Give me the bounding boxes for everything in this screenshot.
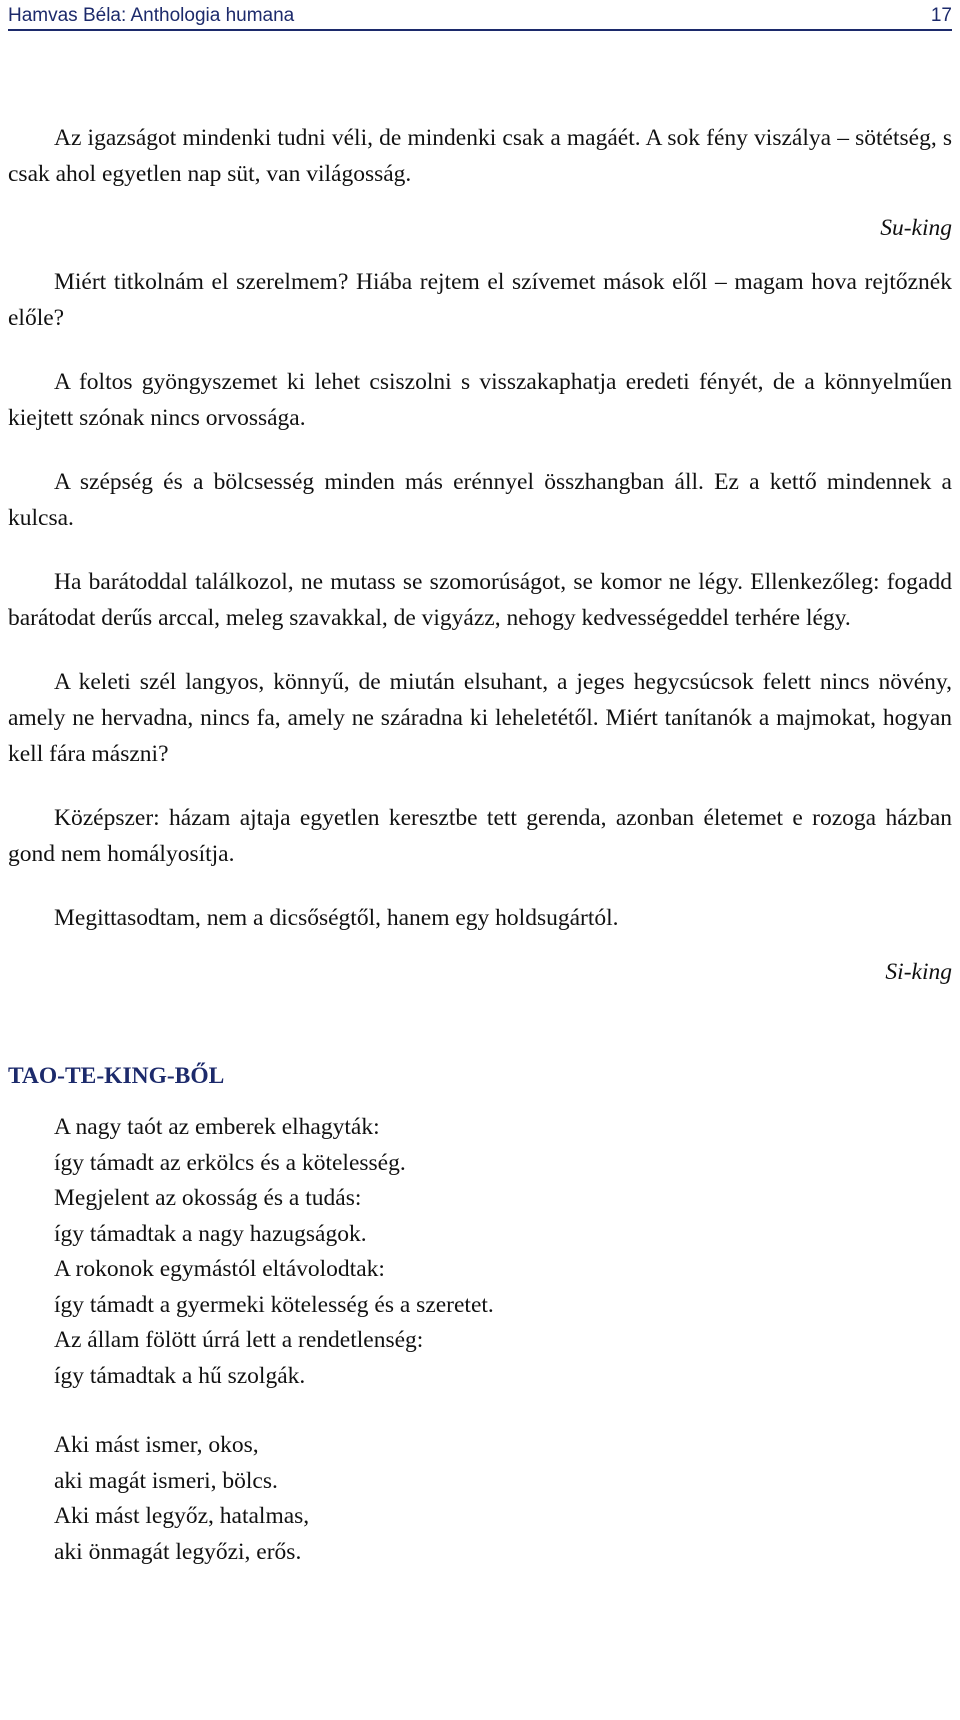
body-paragraph: Ha barátoddal találkozol, ne mutass se szomorúságot, se komor ne légy. Ellenkezőleg: fogadd barátodat derűs arccal, meleg szavakkal, de vigyázz, nehogy kedvességeddel terhére légy. [8, 569, 952, 631]
source-attribution: Si-king [885, 959, 952, 985]
poem-line: A rokonok egymástól eltávolodtak: [54, 1256, 385, 1282]
page-number: 17 [930, 5, 952, 26]
poem-stanza-1 [8, 1110, 952, 1394]
poem-line: Az állam fölött úrrá lett a rendetlenség: [54, 1327, 424, 1353]
poem-stanza-2 [8, 1428, 952, 1570]
poem-line: így támadtak a nagy hazugságok. [54, 1220, 367, 1247]
body-paragraph: Megittasodtam, nem a dicsőségtől, hanem egy holdsugártól. [54, 905, 619, 931]
body-paragraph: Miért titkolnám el szerelmem? Hiába rejtem el szívemet mások elől – magam hova rejtőznék előle? [8, 269, 952, 331]
running-header [8, 2, 952, 31]
book-title: Hamvas Béla: Anthologia humana [8, 5, 295, 26]
body-paragraph: Középszer: házam ajtaja egyetlen keresztbe tett gerenda, azonban életemet e rozoga házban gond nem homályosítja. [8, 805, 952, 867]
poem-line: A nagy taót az emberek elhagyták: [54, 1114, 380, 1140]
poem-line: Megjelent az okosság és a tudás: [54, 1185, 362, 1211]
page-body [8, 120, 952, 1570]
section-heading: TAO-TE-KING-BŐL [8, 1063, 225, 1089]
source-attribution: Su-king [880, 215, 952, 241]
poem-line: így támadt a gyermeki kötelesség és a szeretet. [54, 1291, 494, 1318]
poem-line: aki önmagát legyőzi, erős. [54, 1538, 302, 1565]
poem-line: Aki mást ismer, okos, [54, 1432, 259, 1458]
body-paragraph: A foltos gyöngyszemet ki lehet csiszolni s visszakaphatja eredeti fényét, de a könnyelműen kiejtett szónak nincs orvossága. [8, 369, 952, 431]
body-paragraph: A keleti szél langyos, könnyű, de miután elsuhant, a jeges hegycsúcsok felett nincs növény, amely ne hervadna, nincs fa, amely ne száradna ki leheletétől. Miért tanítanók a majmokat, hogyan kell fára mászni? [8, 669, 952, 767]
poem-line: Aki mást legyőz, hatalmas, [54, 1503, 310, 1529]
body-paragraph: A szépség és a bölcsesség minden más erénnyel összhangban áll. Ez a kettő mindennek a kulcsa. [8, 469, 952, 531]
poem-line: így támadtak a hű szolgák. [54, 1362, 306, 1389]
poem-line: így támadt az erkölcs és a kötelesség. [54, 1149, 406, 1176]
poem-line: aki magát ismeri, bölcs. [54, 1467, 278, 1494]
body-paragraph: Az igazságot mindenki tudni véli, de mindenki csak a magáét. A sok fény viszálya – sötétség, s csak ahol egyetlen nap süt, van világosság. [8, 125, 952, 187]
